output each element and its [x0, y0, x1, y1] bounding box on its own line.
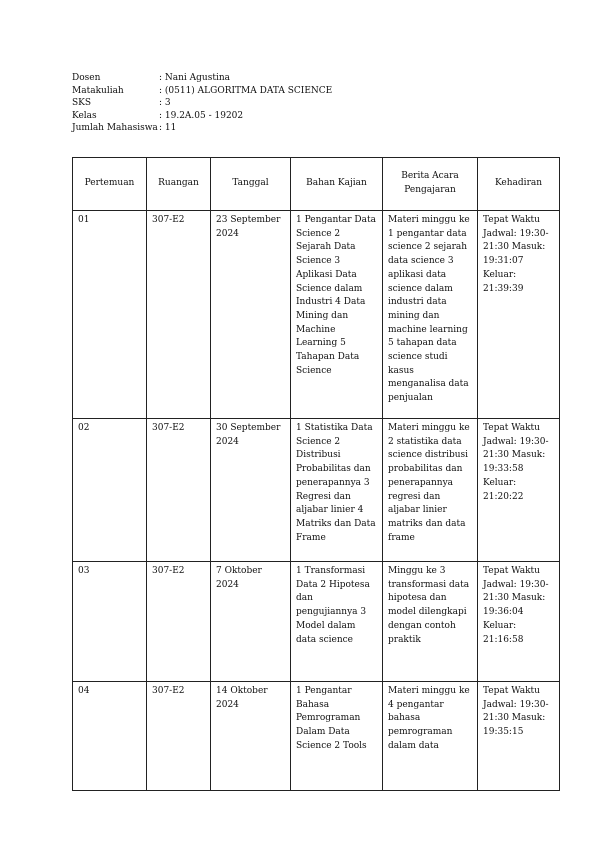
cell-text: 307-E2	[152, 423, 185, 433]
cell-text: 7 Oktober 2024	[216, 566, 262, 590]
cell-text: 1 Statistika Data Science 2 Distribusi Probabilitas dan penerapannya 3 Regresi dan aljabar linier 4 Matriks dan Data Frame	[296, 423, 376, 543]
schedule-table	[72, 157, 560, 791]
cell-kehadiran	[478, 419, 560, 562]
cell-text: 14 Oktober 2024	[216, 686, 268, 710]
info-row-jumlah-mahasiswa	[72, 122, 332, 135]
cell-text: 1 Pengantar Bahasa Pemrograman Dalam Data Science 2 Tools	[296, 686, 367, 751]
cell-bahan-kajian	[291, 211, 383, 419]
table-row	[73, 419, 560, 562]
cell-bahan-kajian	[291, 419, 383, 562]
cell-text: 03	[78, 566, 90, 576]
cell-bahan-kajian	[291, 562, 383, 682]
cell-text: 1 Pengantar Data Science 2 Sejarah Data Science 3 Aplikasi Data Science dalam Industri 4 Data Mining dan Machine Learning 5 Tahapan Data Science	[296, 215, 376, 376]
cell-text: 04	[78, 686, 90, 696]
cell-text: Materi minggu ke 4 pengantar bahasa pemrograman dalam data	[388, 686, 470, 751]
info-row-matakuliah	[72, 85, 332, 98]
info-label: Matakuliah	[72, 85, 124, 96]
cell-text: 307-E2	[152, 215, 185, 225]
cell-text: Materi minggu ke 1 pengantar data science 2 sejarah data science 3 aplikasi data science dalam industri data mining dan machine learning 5 tahapan data science studi kasus menganalisa data penjualan	[388, 215, 470, 404]
cell-text: Tepat Waktu Jadwal: 19:30-21:30 Masuk: 19:36:04 Keluar: 21:16:58	[483, 566, 549, 645]
cell-ruangan	[147, 419, 211, 562]
cell-text: 02	[78, 423, 90, 433]
cell-tanggal	[211, 419, 291, 562]
cell-berita-acara	[383, 211, 478, 419]
cell-pertemuan	[73, 419, 147, 562]
table-header-row	[73, 158, 560, 211]
cell-ruangan	[147, 562, 211, 682]
header-bahan-kajian: Bahan Kajian	[291, 158, 383, 211]
cell-pertemuan	[73, 682, 147, 791]
info-label: Kelas	[72, 110, 97, 121]
header-pertemuan: Pertemuan	[73, 158, 147, 211]
cell-text: 307-E2	[152, 566, 185, 576]
header-kehadiran: Kehadiran	[478, 158, 560, 211]
course-info	[72, 72, 332, 135]
info-label: Dosen	[72, 73, 101, 83]
cell-text: Minggu ke 3 transformasi data hipotesa dan model dilengkapi dengan contoh praktik	[388, 566, 470, 645]
info-value: : (0511) ALGORITMA DATA SCIENCE	[159, 85, 333, 96]
header-ruangan: Ruangan	[147, 158, 211, 211]
info-label: Jumlah Mahasiswa	[72, 123, 158, 133]
info-value: : 19.2A.05 - 19202	[159, 110, 244, 121]
cell-text: 1 Transformasi Data 2 Hipotesa dan pengujiannya 3 Model dalam data science	[296, 566, 370, 645]
cell-text: Tepat Waktu Jadwal: 19:30-21:30 Masuk: 19:31:07 Keluar: 21:39:39	[483, 215, 549, 294]
cell-text: 23 September 2024	[216, 215, 281, 239]
cell-text: 30 September 2024	[216, 423, 281, 447]
cell-pertemuan	[73, 211, 147, 419]
table-row	[73, 211, 560, 419]
cell-tanggal	[211, 562, 291, 682]
cell-ruangan	[147, 211, 211, 419]
cell-tanggal	[211, 682, 291, 791]
cell-ruangan	[147, 682, 211, 791]
cell-text: Tepat Waktu Jadwal: 19:30-21:30 Masuk: 19:35:15	[483, 686, 549, 738]
cell-text: 307-E2	[152, 686, 185, 696]
cell-kehadiran	[478, 682, 560, 791]
info-row-kelas	[72, 110, 332, 123]
cell-berita-acara	[383, 562, 478, 682]
header-tanggal: Tanggal	[211, 158, 291, 211]
cell-kehadiran	[478, 562, 560, 682]
cell-pertemuan	[73, 562, 147, 682]
info-value: : 3	[159, 98, 171, 108]
table-row	[73, 682, 560, 791]
info-row-dosen	[72, 72, 332, 85]
cell-tanggal	[211, 211, 291, 419]
cell-kehadiran	[478, 211, 560, 419]
table-row	[73, 562, 560, 682]
cell-berita-acara	[383, 419, 478, 562]
info-row-sks	[72, 97, 332, 110]
cell-bahan-kajian	[291, 682, 383, 791]
info-label: SKS	[72, 98, 92, 108]
cell-berita-acara	[383, 682, 478, 791]
info-value: : 11	[159, 123, 177, 133]
info-value: : Nani Agustina	[159, 73, 231, 83]
cell-text: Materi minggu ke 2 statistika data science distribusi probabilitas dan penerapannya regresi dan aljabar linier matriks dan data frame	[388, 423, 470, 543]
cell-text: 01	[78, 215, 90, 225]
header-berita-acara: Berita Acara Pengajaran	[383, 158, 478, 211]
cell-text: Tepat Waktu Jadwal: 19:30-21:30 Masuk: 19:33:58 Keluar: 21:20:22	[483, 423, 549, 502]
